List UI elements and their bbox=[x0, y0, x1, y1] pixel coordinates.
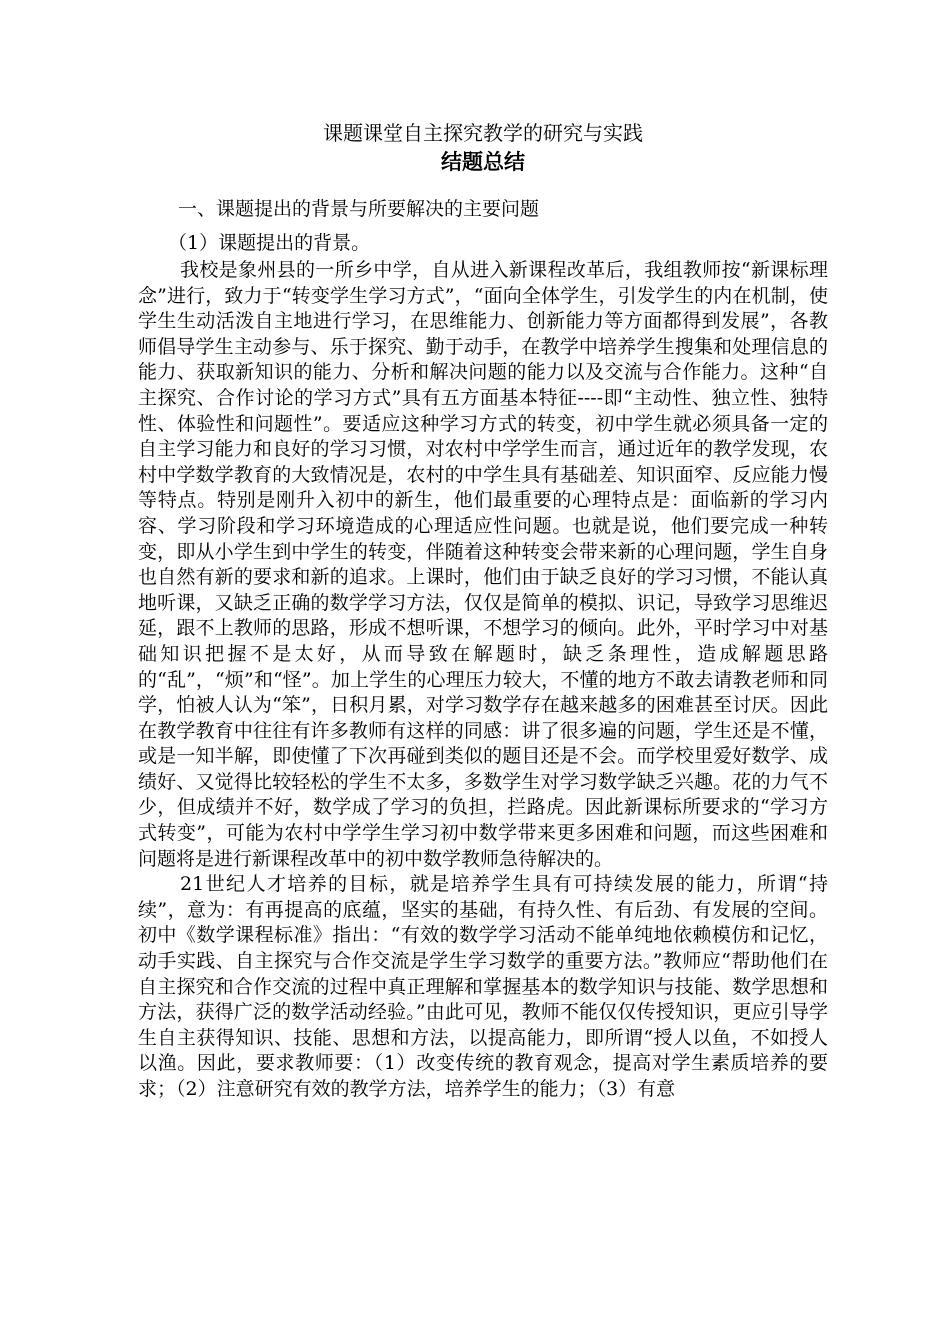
body-paragraph-background: 我校是象州县的一所乡中学，自从进入新课程改革后，我组教师按“新课标理念”进行，致力于“转变学生学习方式”，“面向全体学生，引发学生的内在机制，使学生生动活泼自主地进行学习，在思维能力、创新能力等方面都得到发展”，各教师倡导学生主动参与、乐于探究、勤于动手，在教学中培养学生搜集和处理信息的能力、获取新知识的能力、分析和解决问题的能力以及交流与合作能力。这种“自主探究、合作讨论的学习方式”具有五方面基本特征----即“主动性、独立性、独特性、体验性和问题性”。要适应这种学习方式的转变，初中学生就必须具备一定的自主学习能力和良好的学习习惯，对农村中学学生而言，通过近年的教学发现，农村中学数学教育的大致情况是，农村的中学生具有基础差、知识面窄、反应能力慢等特点。特别是刚升入初中的新生，他们最重要的心理特点是：面临新的学习内容、学习阶段和学习环境造成的心理适应性问题。也就是说，他们要完成一种转变，即从小学生到中学生的转变，伴随着这种转变会带来新的心理问题，学生自身也自然有新的要求和新的追求。上课时，他们由于缺乏良好的学习习惯，不能认真地听课，又缺乏正确的数学学习方法，仅仅是简单的模拟、识记，导致学习思维迟延，跟不上教师的思路，形成不想听课，不想学习的倾向。此外，平时学习中对基础知识把握不是太好，从而导致在解题时，缺乏条理性，造成解题思路的“乱”，“烦”和“怪”。加上学生的心理压力较大，不懂的地方不敢去请教老师和同学，怕被人认为“笨”，日积月累，对学习数学存在越来越多的困难甚至讨厌。因此在教学教育中往往有许多教师有这样的同感：讲了很多遍的问题，学生还是不懂，或是一知半解，即使懂了下次再碰到类似的题目还是不会。而学校里爱好数学、成绩好、又觉得比较轻松的学生不太多，多数学生对学习数学缺乏兴趣。花的力气不少，但成绩并不好，数学成了学习的负担，拦路虎。因此新课标所要求的“学习方式转变”，可能为农村中学学生学习初中数学带来更多困难和问题，而这些困难和问题将是进行新课程改革中的初中数学教师急待解决的。 bbox=[138, 259, 828, 870]
sub-heading: （1）课题提出的背景。 bbox=[168, 232, 371, 254]
document-page bbox=[138, 118, 828, 1103]
document-subtitle: 结题总结 bbox=[441, 149, 525, 174]
body-paragraph-goals: 21世纪人才培养的目标，就是培养学生具有可持续发展的能力，所谓“持续”，意为：有再提高的底蕴，坚实的基础，有持久性、有后劲、有发展的空间。初中《数学课程标准》指出：“有效的数学学习活动不能单纯地依赖模仿和记忆，动手实践、自主探究与合作交流是学生学习数学的重要方法。”教师应“帮助他们在自主探究和合作交流的过程中真正理解和掌握基本的数学知识与技能、数学思想和方法，获得广泛的数学活动经验。”由此可见，教师不能仅仅传授知识，更应引导学生自主获得知识、技能、思想和方法，以提高能力，即所谓“授人以鱼，不如授人以渔。因此，要求教师要：（1）改变传统的教育观念，提高对学生素质培养的要求；（2）注意研究有效的教学方法，培养学生的能力；（3）有意 bbox=[138, 873, 828, 1100]
section-heading: 一、课题提出的背景与所要解决的主要问题 bbox=[178, 198, 540, 220]
document-title: 课题课堂自主探究教学的研究与实践 bbox=[323, 121, 643, 145]
